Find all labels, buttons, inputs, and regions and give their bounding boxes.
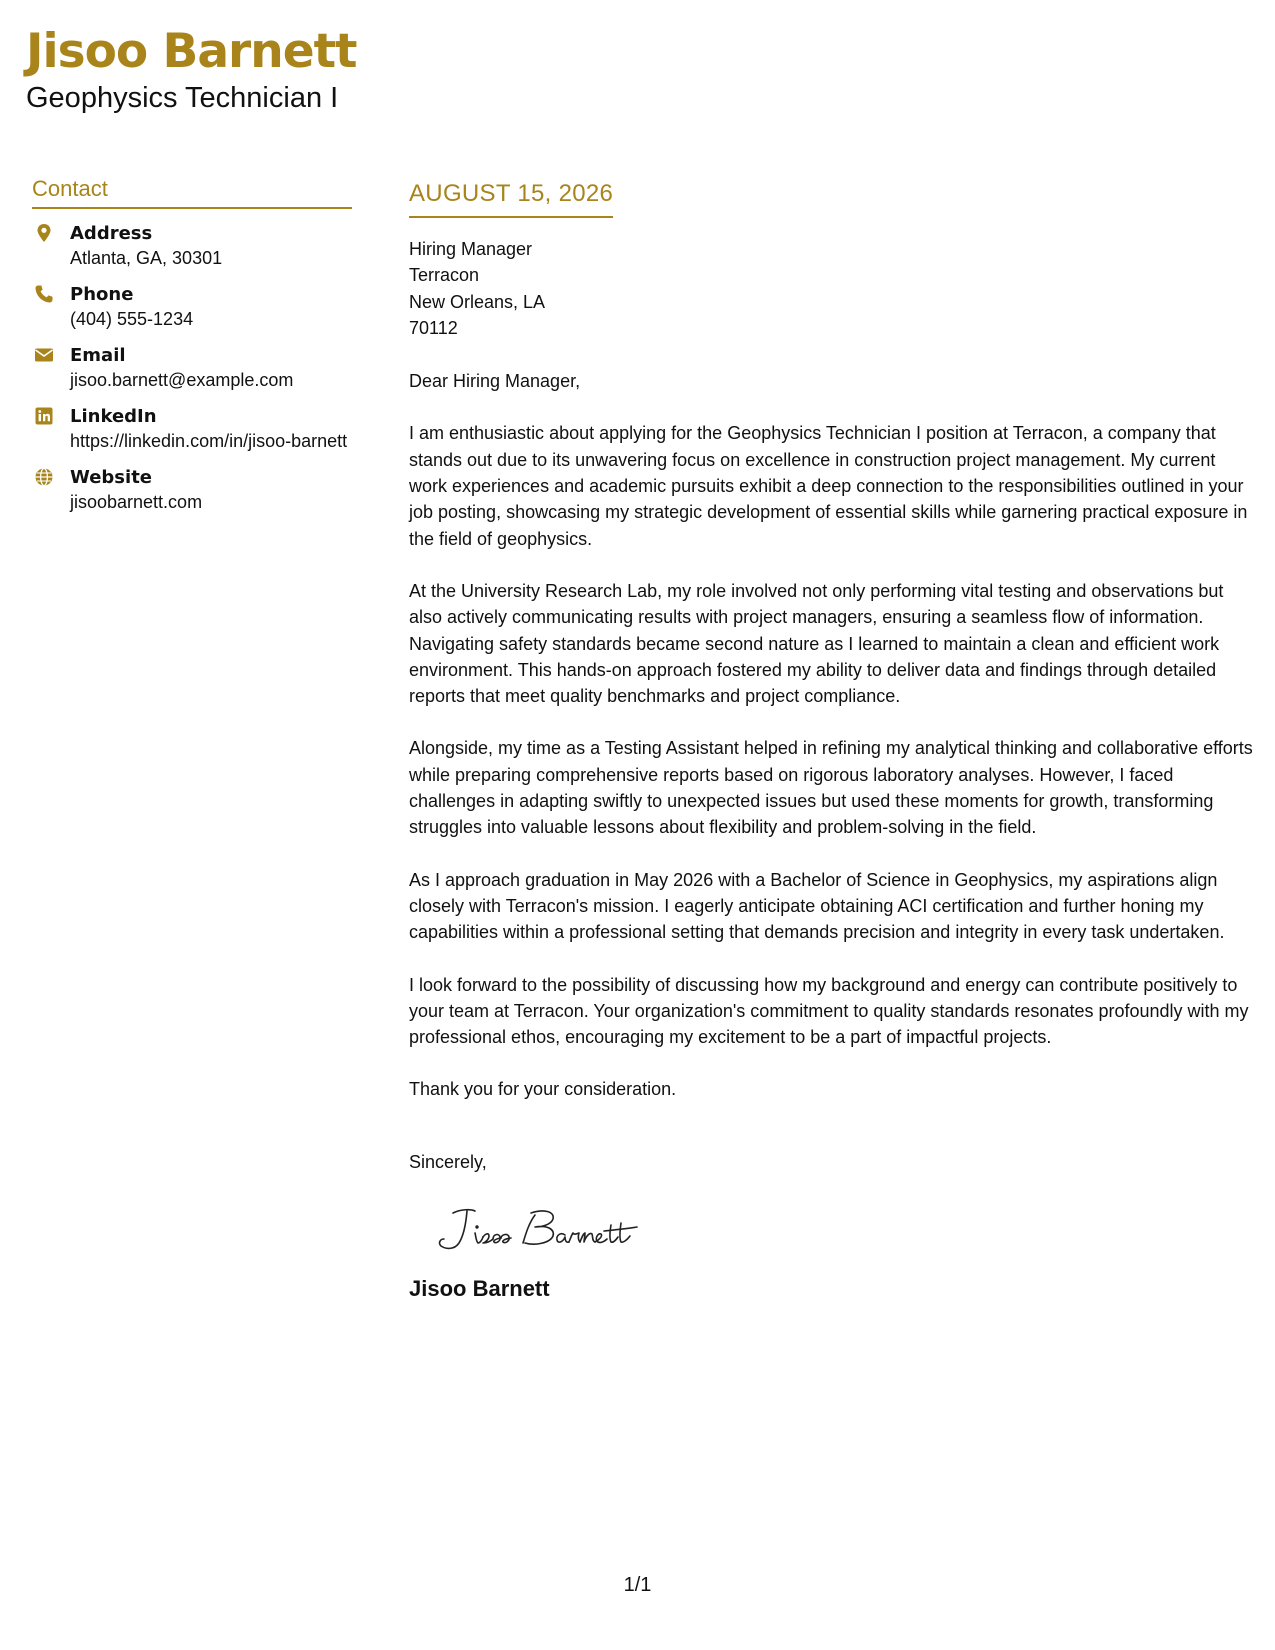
paragraph: I am enthusiastic about applying for the Geophysics Technician I position at Terracon, a company that stands out due to its unwavering focus on excellence in construction project management. My current work experiences and academic pursuits exhibit a deep connection to the responsibilities outlined in your job posting, showcasing my strategic development of essential skills while garnering practical exposure in the field of geophysics. [409,423,1248,549]
paragraph: Alongside, my time as a Testing Assistant helped in refining my analytical thinking and collaborative efforts while preparing comprehensive reports based on rigorous laboratory analyses. However, I faced challenges in adapting swiftly to unexpected issues but used these moments for growth, transforming struggles into valuable lessons about flexibility and problem-solving in the field. [409,738,1253,838]
email-value[interactable]: jisoo.barnett@example.com [70,370,294,390]
applicant-name: Jisoo Barnett [26,24,357,79]
recipient-company: Terracon [409,265,480,286]
recipient-block [409,236,1254,341]
contact-section-title: Contact [32,175,352,209]
contact-address [32,221,352,270]
applicant-title: Geophysics Technician I [26,82,339,114]
linkedin-icon [34,406,54,426]
paragraph: Thank you for your consideration. [409,1079,677,1100]
linkedin-label: LinkedIn [70,406,157,427]
map-pin-icon [34,223,54,243]
phone-value: (404) 555-1234 [70,309,194,329]
website-value[interactable]: jisoobarnett.com [70,492,203,512]
phone-icon [34,284,54,304]
globe-icon [34,467,54,487]
signed-name: Jisoo Barnett [409,1275,550,1301]
address-value: Atlanta, GA, 30301 [70,248,223,268]
page-number: 1/1 [623,1574,652,1596]
salutation: Dear Hiring Manager, [409,371,581,392]
contact-sidebar [32,175,352,526]
paragraph: At the University Research Lab, my role involved not only performing vital testing and observations but also actively communicating results with project managers, ensuring a seamless flow of information. Navigating safety standards became second nature as I learned to maintain a clean and efficient work environment. This hands-on approach fostered my ability to deliver data and findings through detailed reports that meet quality benchmarks and project compliance. [409,580,1224,707]
signature-image [431,1203,671,1255]
recipient-name: Hiring Manager [409,239,533,259]
website-label: Website [70,467,153,488]
email-label: Email [70,345,126,366]
phone-label: Phone [70,284,134,305]
contact-email [32,343,352,392]
contact-linkedin [32,404,352,453]
closing: Sincerely, [409,1151,487,1172]
address-label: Address [70,223,153,244]
contact-website [32,465,352,514]
paragraph: I look forward to the possibility of discussing how my background and energy can contribute positively to your team at Terracon. Your organization's commitment to quality standards resonates profoundly with my professional ethos, encouraging my excitement to be a part of impactful projects. [409,974,1249,1048]
envelope-icon [34,345,54,365]
recipient-city: New Orleans, LA [409,291,546,312]
linkedin-value[interactable]: https://linkedin.com/in/jisoo-barnett [70,431,348,451]
letter-date: AUGUST 15, 2026 [409,178,613,218]
header [26,22,357,116]
recipient-zip: 70112 [409,317,458,338]
contact-phone [32,282,352,331]
paragraph: As I approach graduation in May 2026 with a Bachelor of Science in Geophysics, my aspirations align closely with Terracon's mission. I eagerly anticipate obtaining ACI certification and further honing my capabilities within a professional setting that demands precision and integrity in every task undertaken. [409,869,1225,943]
letter-body [409,178,1254,1303]
